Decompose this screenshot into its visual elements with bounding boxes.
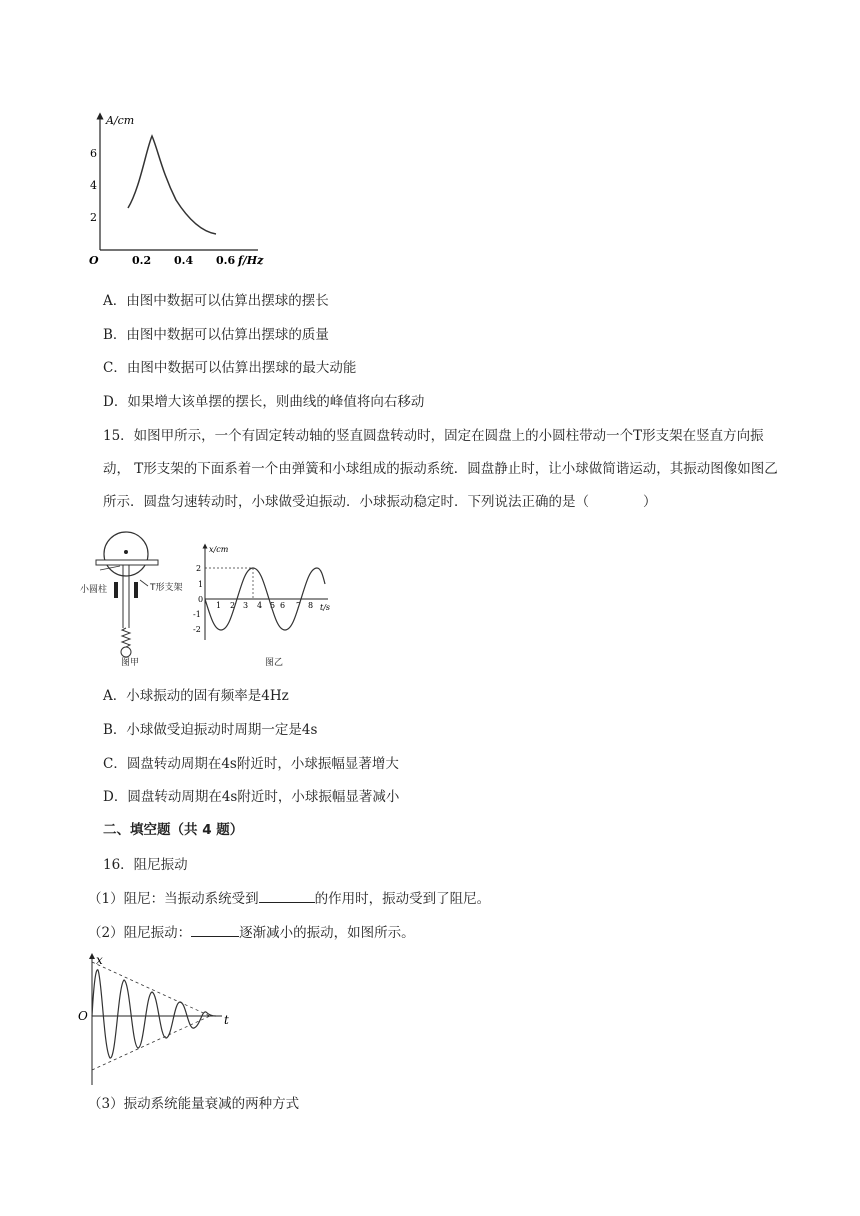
damped-oscillation-figure	[76, 950, 246, 1090]
guide-left	[114, 582, 118, 598]
q15-option-a: A．小球振动的固有频率是4Hz	[103, 688, 289, 704]
q16-part2-text-b: 逐渐减小的振动，如图所示。	[239, 925, 415, 941]
disc-axis-dot	[124, 550, 128, 554]
y-tick-2: 2	[196, 564, 202, 573]
x-axis-label: f/Hz	[238, 254, 264, 267]
t-frame-label: T形支架	[150, 583, 183, 593]
x-axis-label: t/s	[320, 603, 331, 612]
y-tick-neg1: -1	[193, 610, 201, 619]
x-tick-8: 8	[308, 601, 314, 610]
y-tick-neg2: -2	[193, 625, 201, 634]
q16-blank-1[interactable]	[259, 888, 315, 903]
x-tick-5: 5	[270, 601, 276, 610]
damped-curve	[92, 970, 216, 1058]
x-tick-0.6: 0.6	[216, 254, 236, 267]
t-bar	[96, 560, 158, 565]
x-tick-0.2: 0.2	[132, 254, 152, 267]
q14-option-b: B．由图中数据可以估算出摆球的质量	[103, 327, 329, 343]
spring	[122, 628, 130, 647]
resonance-curve-figure	[88, 110, 288, 270]
t-axis-label: t	[224, 1013, 229, 1027]
q16-part2-text-a: （2）阻尼振动：	[88, 925, 192, 941]
y-tick-1: 1	[198, 580, 204, 589]
fig-a-caption: 图甲	[121, 658, 140, 668]
section-title: 二、填空题（共 4 题）	[103, 822, 244, 838]
x-tick-6: 6	[280, 601, 286, 610]
q15-stem: 15．如图甲所示，一个有固定转动轴的竖直圆盘转动时，固定在圆盘上的小圆柱带动一个T形支架在竖直方向振动， T形支架的下面系着一个由弹簧和小球组成的振动系统．圆盘静止时，让小球做简谐运动，其振动图像如图乙所示．圆盘匀速转动时，小球做受迫振动．小球振动稳定时．下列说法正确的是（ ）	[103, 428, 778, 510]
q16-part2	[88, 922, 415, 943]
q16-part1	[88, 888, 490, 909]
q16-blank-2[interactable]	[191, 922, 239, 937]
fig-b-caption: 图乙	[265, 658, 284, 668]
q16-title: 16．阻尼振动	[103, 857, 188, 873]
x-tick-0.4: 0.4	[174, 254, 194, 267]
cyl-label: 小圆柱	[80, 585, 108, 595]
t-pointer	[140, 580, 148, 586]
upper-envelope	[92, 962, 210, 1016]
y-axis-label: x	[96, 953, 103, 967]
guide-right	[134, 582, 138, 598]
q15-option-c: C．圆盘转动周期在4s附近时，小球振幅显著增大	[103, 756, 399, 772]
y-tick-4: 4	[90, 179, 97, 192]
x-tick-2: 2	[230, 601, 236, 610]
q14-option-d: D．如果增大该单摆的摆长，则曲线的峰值将向右移动	[103, 394, 425, 410]
q16-part1-text-b: 的作用时，振动受到了阻尼。	[314, 891, 491, 907]
q16-part1-text-a: （1）阻尼：当振动系统受到	[88, 891, 259, 907]
origin-label: O	[89, 254, 99, 267]
fig-b-vibration-graph	[190, 540, 340, 645]
y-tick-2: 2	[90, 211, 97, 224]
x-tick-1: 1	[216, 601, 222, 610]
y-tick-6: 6	[90, 147, 97, 160]
y-axis-label: A/cm	[106, 114, 135, 127]
x-tick-4: 4	[257, 601, 263, 610]
q14-option-a: A．由图中数据可以估算出摆球的摆长	[103, 293, 329, 309]
q15-option-b: B．小球做受迫振动时周期一定是4s	[103, 722, 318, 738]
resonance-curve	[128, 136, 216, 234]
lower-envelope	[92, 1016, 210, 1070]
fig-a-apparatus	[78, 530, 190, 670]
q14-option-c: C．由图中数据可以估算出摆球的最大动能	[103, 360, 357, 376]
y-axis-label: x/cm	[209, 545, 229, 554]
q16-part3: （3）振动系统能量衰减的两种方式	[88, 1096, 300, 1112]
x-tick-7: 7	[296, 601, 302, 610]
q15-option-d: D．圆盘转动周期在4s附近时，小球振幅显著减小	[103, 789, 400, 805]
origin-label: O	[78, 1009, 88, 1023]
origin-label: 0	[198, 595, 204, 604]
x-tick-3: 3	[243, 601, 249, 610]
